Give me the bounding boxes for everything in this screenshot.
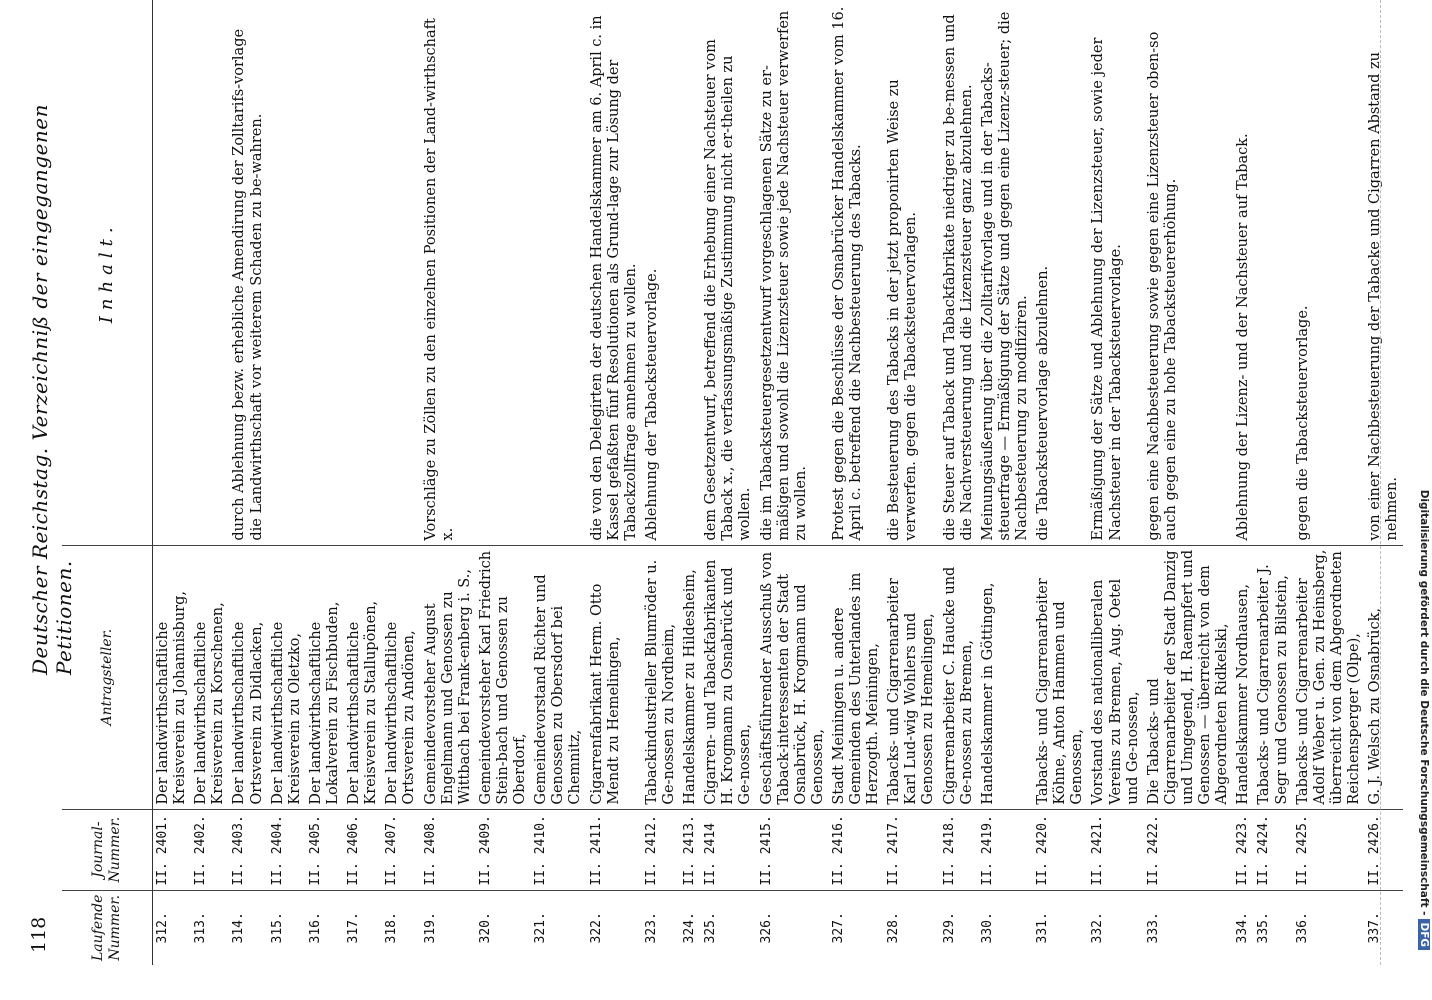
row-inhalt: Ermäßigung der Sätze und Ablehnung der Lizenzsteuer, sowie jeder Nachsteuer in der Tabacksteuervorlage. xyxy=(1088,0,1143,545)
row-antragsteller: Gemeindevorsteher August Engelmann und Genossen zu Wittbach bei Frank-enberg i. S., xyxy=(421,545,476,809)
table-row xyxy=(476,0,531,965)
col-header-laufende: Laufende Nummer. xyxy=(62,890,153,965)
row-journal-nummer: II. 2414 xyxy=(701,809,756,890)
row-journal-nummer: II. 2419. xyxy=(978,809,1033,890)
row-laufende-nummer: 327. xyxy=(830,912,846,944)
row-inhalt: die im Tabacksteuergesetzentwurf vorgeschlagenen Sätze zu er-mäßigen und sowohl die Lizenzsteuer sowie jede Nachsteuer verwerfen zu wollen. xyxy=(757,0,829,545)
row-inhalt xyxy=(382,0,420,545)
table-row xyxy=(701,0,756,965)
row-antragsteller: Der landwirthschaftliche Ortsverein zu Didlacken, xyxy=(229,545,267,809)
row-antragsteller: Tabacks- und Cigarrenarbeiter Karl Lud-wig Wohlers und Genossen zu Hemelingen, xyxy=(884,545,939,809)
row-laufende-nummer: 330. xyxy=(979,912,995,944)
table-row xyxy=(1033,0,1088,965)
row-journal-nummer: II. 2413. xyxy=(680,809,701,890)
row-antragsteller: Der landwirthschaftliche Kreisverein zu Oletzko, xyxy=(268,545,306,809)
row-inhalt: Protest gegen die Beschlüsse der Osnabrücker Handelskammer vom 16. April c. betreffend die Nachbesteuerung des Tabacks. xyxy=(829,0,884,545)
row-laufende-nummer: 321. xyxy=(533,912,549,944)
table-row xyxy=(680,0,701,965)
table-row xyxy=(642,0,680,965)
table-row xyxy=(1293,0,1365,965)
row-inhalt xyxy=(306,0,344,545)
row-antragsteller: Die Tabacks- und Cigarrenarbeiter der Stadt Danzig und Umgegend, H. Raempfert und Genossen — überreicht von dem Abgeordneten Ridkelski, xyxy=(1144,545,1234,809)
page-header xyxy=(22,0,76,965)
row-antragsteller: Tabacks- und Cigarrenarbeiter Köhne, Anton Hammen und Genossen, xyxy=(1033,545,1088,809)
dfg-logo: DFG xyxy=(1418,919,1430,950)
row-inhalt: dem Gesetzentwurf, betreffend die Erhebung einer Nachsteuer vom Taback x., die verfassungsmäßige Zustimmung nicht er-theilen zu wollen. xyxy=(701,0,756,545)
row-journal-nummer: II. 2418. xyxy=(940,809,978,890)
table-row xyxy=(421,0,476,965)
row-inhalt: Ablehnung der Lizenz- und der Nachsteuer auf Taback. xyxy=(1233,0,1254,545)
row-antragsteller: Der landwirthschaftliche Lokalverein zu Fischbuden, xyxy=(306,545,344,809)
row-inhalt: Vorschläge zu Zöllen zu den einzelnen Positionen der Land-wirthschaft x. xyxy=(421,0,476,545)
row-laufende-nummer: 315. xyxy=(269,912,285,944)
row-antragsteller: Cigarren- und Tabackfabrikanten H. Krogmann zu Osnabrück und Ge-nossen, xyxy=(701,545,756,809)
row-antragsteller: Gemeindevorsteher Karl Friedrich Stein-bach und Genossen zu Oberdorf, xyxy=(476,545,531,809)
row-journal-nummer: II. 2410. xyxy=(531,809,586,890)
table-row xyxy=(531,0,586,965)
row-laufende-nummer: 316. xyxy=(307,912,323,944)
table-row xyxy=(382,0,420,965)
col-header-journal: Journal-Nummer. xyxy=(62,809,153,890)
dfg-credit xyxy=(1415,10,1430,950)
petitions-table xyxy=(62,0,1403,965)
row-journal-nummer: II. 2405. xyxy=(306,809,344,890)
row-journal-nummer: II. 2423. xyxy=(1233,809,1254,890)
row-journal-nummer: II. 2415. xyxy=(757,809,829,890)
table-row xyxy=(306,0,344,965)
row-laufende-nummer: 331. xyxy=(1035,912,1051,944)
row-laufende-nummer: 323. xyxy=(643,912,659,944)
col-header-antragsteller: Antragsteller. xyxy=(62,545,153,809)
row-journal-nummer: II. 2416. xyxy=(829,809,884,890)
row-laufende-nummer: 312. xyxy=(155,912,170,944)
table-row xyxy=(884,0,939,965)
row-journal-nummer: II. 2409. xyxy=(476,809,531,890)
row-journal-nummer: II. 2425. xyxy=(1293,809,1365,890)
row-inhalt xyxy=(191,0,229,545)
row-antragsteller: Tabackindustrieller Blumröder u. Ge-nossen zu Nordheim, xyxy=(642,545,680,809)
row-laufende-nummer: 317. xyxy=(346,912,362,944)
table-row xyxy=(829,0,884,965)
table-row xyxy=(940,0,978,965)
row-journal-nummer: II. 2406. xyxy=(344,809,382,890)
row-laufende-nummer: 313. xyxy=(193,912,209,944)
row-laufende-nummer: 337. xyxy=(1367,912,1383,944)
table-row xyxy=(268,0,306,965)
row-laufende-nummer: 314. xyxy=(231,912,247,944)
row-journal-nummer: II. 2407. xyxy=(382,809,420,890)
row-inhalt: die von den Delegirten der deutschen Handelskammer am 6. April c. in Kassel gefaßten fünf Resolutionen als Grund-lage zur Lösung der Tabackzollfrage annehmen zu wollen. xyxy=(587,0,642,545)
row-laufende-nummer: 333. xyxy=(1145,912,1161,944)
row-journal-nummer: II. 2404. xyxy=(268,809,306,890)
row-antragsteller: Tabacks- und Cigarrenarbeiter J. Segr und Genossen zu Bilstein, xyxy=(1254,545,1292,809)
row-antragsteller: Der landwirthschaftliche Kreisverein zu Korschenen, xyxy=(191,545,229,809)
table-row xyxy=(153,0,192,965)
row-inhalt: die Besteuerung des Tabacks in der jetzt proponirten Weise zu verwerfen. gegen die Tabacksteuervorlagen. xyxy=(884,0,939,545)
row-laufende-nummer: 328. xyxy=(886,912,902,944)
row-inhalt: die Steuer auf Taback und Tabackfabrikate niedriger zu be-messen und die Nachversteuerung und die Lizenzsteuer ganz abzulehnen. xyxy=(940,0,978,545)
row-antragsteller: Cigarrenfabrikant Herm. Otto Mendt zu Hemelingen, xyxy=(587,545,642,809)
row-journal-nummer: II. 2403. xyxy=(229,809,267,890)
row-inhalt xyxy=(1254,0,1292,545)
row-inhalt xyxy=(153,0,192,545)
row-inhalt xyxy=(531,0,586,545)
credit-text: Digitalisierung gefördert durch die Deutsche Forschungsgemeinschaft - xyxy=(1418,489,1430,916)
page-title: Deutscher Reichstag. Verzeichniß der eingegangenen Petitionen. xyxy=(28,103,76,675)
row-antragsteller: Der landwirthschaftliche Kreisverein zu Johannisburg, xyxy=(153,545,192,809)
table-header-row xyxy=(62,0,153,965)
row-journal-nummer: II. 2422. xyxy=(1144,809,1234,890)
row-laufende-nummer: 332. xyxy=(1090,912,1106,944)
row-journal-nummer: II. 2408. xyxy=(421,809,476,890)
row-journal-nummer: II. 2421. xyxy=(1088,809,1143,890)
row-laufende-nummer: 329. xyxy=(941,912,957,944)
row-antragsteller: Der landwirthschaftliche Ortsverein zu Andönen, xyxy=(382,545,420,809)
table-row xyxy=(978,0,1033,965)
row-journal-nummer: II. 2424. xyxy=(1254,809,1292,890)
row-inhalt: gegen eine Nachbesteuerung sowie gegen eine Lizenzsteuer oben-so auch gegen eine zu hohe Tabacksteuererhöhung. xyxy=(1144,0,1234,545)
row-journal-nummer: II. 2401. xyxy=(153,809,192,890)
table-row xyxy=(587,0,642,965)
row-inhalt: gegen die Tabacksteuervorlage. xyxy=(1293,0,1365,545)
table-row xyxy=(229,0,267,965)
page-footer-rule xyxy=(1380,0,1391,965)
row-antragsteller: Gemeindevorstand Richter und Genossen zu Obersdorf bei Chemnitz, xyxy=(531,545,586,809)
row-laufende-nummer: 335. xyxy=(1256,912,1272,944)
table-row xyxy=(191,0,229,965)
table-row xyxy=(1088,0,1143,965)
row-antragsteller: Cigarrenarbeiter C. Haucke und Ge-nossen zu Bremen, xyxy=(940,545,978,809)
row-inhalt: durch Ablehnung bezw. erhebliche Amendirung der Zolltarifs-vorlage die Landwirthschaft vor weiterem Schaden zu be-wahren. xyxy=(229,0,267,545)
row-laufende-nummer: 326. xyxy=(758,912,774,944)
row-laufende-nummer: 322. xyxy=(588,912,604,944)
table-row xyxy=(1233,0,1254,965)
table-row xyxy=(1254,0,1292,965)
row-inhalt: Ablehnung der Tabacksteuervorlage. xyxy=(642,0,680,545)
row-inhalt xyxy=(344,0,382,545)
row-laufende-nummer: 320. xyxy=(477,912,493,944)
row-inhalt xyxy=(268,0,306,545)
row-antragsteller: Handelskammer Nordhausen, xyxy=(1233,545,1254,809)
row-antragsteller: Stadt Meiningen u. andere Gemeinden des Unterlandes im Herzogth. Meiningen, xyxy=(829,545,884,809)
row-laufende-nummer: 318. xyxy=(384,912,400,944)
table-row xyxy=(757,0,829,965)
row-inhalt: die Tabacksteuervorlage abzulehnen. xyxy=(1033,0,1088,545)
row-journal-nummer: II. 2412. xyxy=(642,809,680,890)
row-laufende-nummer: 336. xyxy=(1294,912,1310,944)
row-laufende-nummer: 324. xyxy=(682,912,698,944)
row-journal-nummer: II. 2420. xyxy=(1033,809,1088,890)
row-antragsteller: Tabacks- und Cigarrenarbeiter Adolf Weber u. Gen. zu Heinsberg, überreicht von dem Abgeordneten Reichensperger (Olpe), xyxy=(1293,545,1365,809)
row-inhalt: von einer Nachbesteuerung der Tabacke und Cigarren Abstand zu nehmen. xyxy=(1365,0,1403,545)
row-inhalt xyxy=(680,0,701,545)
row-antragsteller: Handelskammer in Göttingen, xyxy=(978,545,1033,809)
row-antragsteller: Handelskammer zu Hildesheim, xyxy=(680,545,701,809)
page-number: 118 xyxy=(28,916,50,953)
row-journal-nummer: II. 2402. xyxy=(191,809,229,890)
row-antragsteller: G. J. Welsch zu Osnabrück, xyxy=(1365,545,1403,809)
row-inhalt: Meinungsäußerung über die Zolltarifvorlage und in der Tabacks-steuerfrage — Ermäßigung der Sätze und gegen eine Lizenz-steuer; die Nachbesteuerung zu modifiziren. xyxy=(978,0,1033,545)
row-laufende-nummer: 325. xyxy=(703,912,719,944)
col-header-inhalt: Inhalt. xyxy=(62,0,153,545)
row-inhalt xyxy=(476,0,531,545)
table-row xyxy=(344,0,382,965)
table-row xyxy=(1144,0,1234,965)
row-laufende-nummer: 334. xyxy=(1235,912,1251,944)
row-antragsteller: Der landwirthschaftliche Kreisverein zu Stallupönen, xyxy=(344,545,382,809)
row-antragsteller: Geschäftsführender Ausschuß von Taback-interessenten der Stadt Osnabrück, H. Krogmann und Genossen, xyxy=(757,545,829,809)
row-antragsteller: Vorstand des nationalliberalen Vereins zu Bremen, Aug. Oetel und Ge-nossen, xyxy=(1088,545,1143,809)
row-laufende-nummer: 319. xyxy=(422,912,438,944)
row-journal-nummer: II. 2417. xyxy=(884,809,939,890)
row-journal-nummer: II. 2411. xyxy=(587,809,642,890)
row-journal-nummer: II. 2426. xyxy=(1365,809,1403,890)
